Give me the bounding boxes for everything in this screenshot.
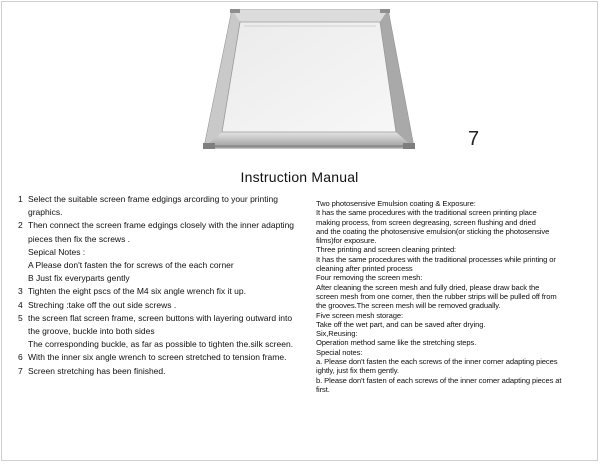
right-procedures [316, 199, 598, 394]
procedure-text: b. Please don't fasten of each screws of the inner corner adapting pieces at [316, 375, 562, 385]
procedure-text: cleaning after printed process [316, 264, 413, 274]
step-1 [18, 193, 308, 206]
step-6 [18, 351, 308, 364]
manual-page [1, 1, 598, 461]
step-text: Screen stretching has been finished. [28, 365, 166, 376]
left-steps [18, 193, 308, 378]
note-b [18, 272, 308, 285]
procedure-heading: Four removing the screen mesh: [316, 273, 423, 283]
step-number: 7 [18, 365, 23, 376]
screen-frame-photo [192, 6, 422, 154]
step-5-continuation [18, 325, 308, 338]
step-text: The corresponding buckle, as far as possible to tighten the.silk screen. [28, 339, 294, 350]
procedure-heading: Six,Reusing: [316, 329, 358, 339]
step-text: Then connect the screen frame edgings closely with the inner adapting [28, 220, 295, 231]
procedure-text: Operation method same like the stretching steps. [316, 338, 477, 348]
procedure-text: It has the same procedures with the traditional screen printing place [316, 208, 537, 218]
procedure-text: films)for exposure. [316, 236, 377, 246]
procedure-heading: Two photosensive Emulsion coating & Exposure: [316, 199, 476, 208]
procedure-text: making process, from screen degreasing, screen flushing and dried [316, 217, 536, 227]
step-5 [18, 312, 308, 325]
step-4 [18, 299, 308, 312]
step-text: graphics. [28, 207, 63, 218]
page-number: 7 [468, 128, 480, 150]
step-text: With the inner six angle wrench to screen stretched to tension frame. [28, 352, 287, 363]
procedure-text: screen mesh from one corner, then the rubber strips will be pulled off from [316, 291, 557, 301]
step-text: Streching :take off the out side screws . [28, 299, 177, 310]
step-text: Select the suitable screen frame edgings arcording to your printing [28, 194, 278, 204]
step-number: 5 [18, 312, 23, 323]
step-3 [18, 285, 308, 298]
step-number: 6 [18, 352, 23, 363]
procedure-text: and the coating the photosensive emulsion(or sticking the photosensive [316, 226, 550, 236]
procedure-heading: Special notes: [316, 347, 363, 357]
procedure-text: Take off the wet part, and can be saved after drying. [316, 319, 486, 329]
step-text: the screen flat screen frame, screen buttons with layering outward into [28, 312, 293, 323]
step-number: 3 [18, 286, 23, 297]
step-number: 2 [18, 220, 23, 231]
step-text: Tighten the eight pscs of the M4 six angle wrench fix it up. [28, 286, 246, 297]
note-a [18, 259, 308, 272]
step-7 [18, 365, 308, 378]
procedure-text: the grooves.The screen mesh will be removed gradually. [316, 301, 501, 311]
procedure-text: After cleaning the screen mesh and fully dried, please draw back the [316, 282, 540, 292]
step-text: the groove, buckle into both sides [28, 326, 155, 337]
step-text: pieces then fix the screws . [28, 233, 131, 244]
special-notes-label: Sepical Notes : [28, 246, 86, 257]
step-2-continuation [18, 233, 308, 246]
procedure-text: a. Please don't fasten the each screws of the inner corner adapting pieces [316, 357, 558, 367]
procedure-text: ightly, just fix them gently. [316, 366, 399, 376]
procedure-heading: Three printing and screen cleaning printed: [316, 245, 457, 255]
step-2 [18, 219, 308, 232]
note-a-text: A Please don't fasten the for screws of the each corner [28, 260, 234, 271]
procedure-text: It has the same procedures with the traditional processes while printing or [316, 254, 556, 264]
step-number: 1 [18, 194, 23, 204]
step-5-continuation [18, 338, 308, 351]
special-notes-heading [18, 246, 308, 259]
procedure-heading: Five screen mesh storage: [316, 310, 403, 320]
note-b-text: B Just fix everyparts gently [28, 273, 130, 284]
step-number: 4 [18, 299, 23, 310]
manual-title: Instruction Manual [240, 169, 359, 185]
step-1-continuation [18, 206, 308, 219]
procedure-text: first. [316, 384, 330, 394]
